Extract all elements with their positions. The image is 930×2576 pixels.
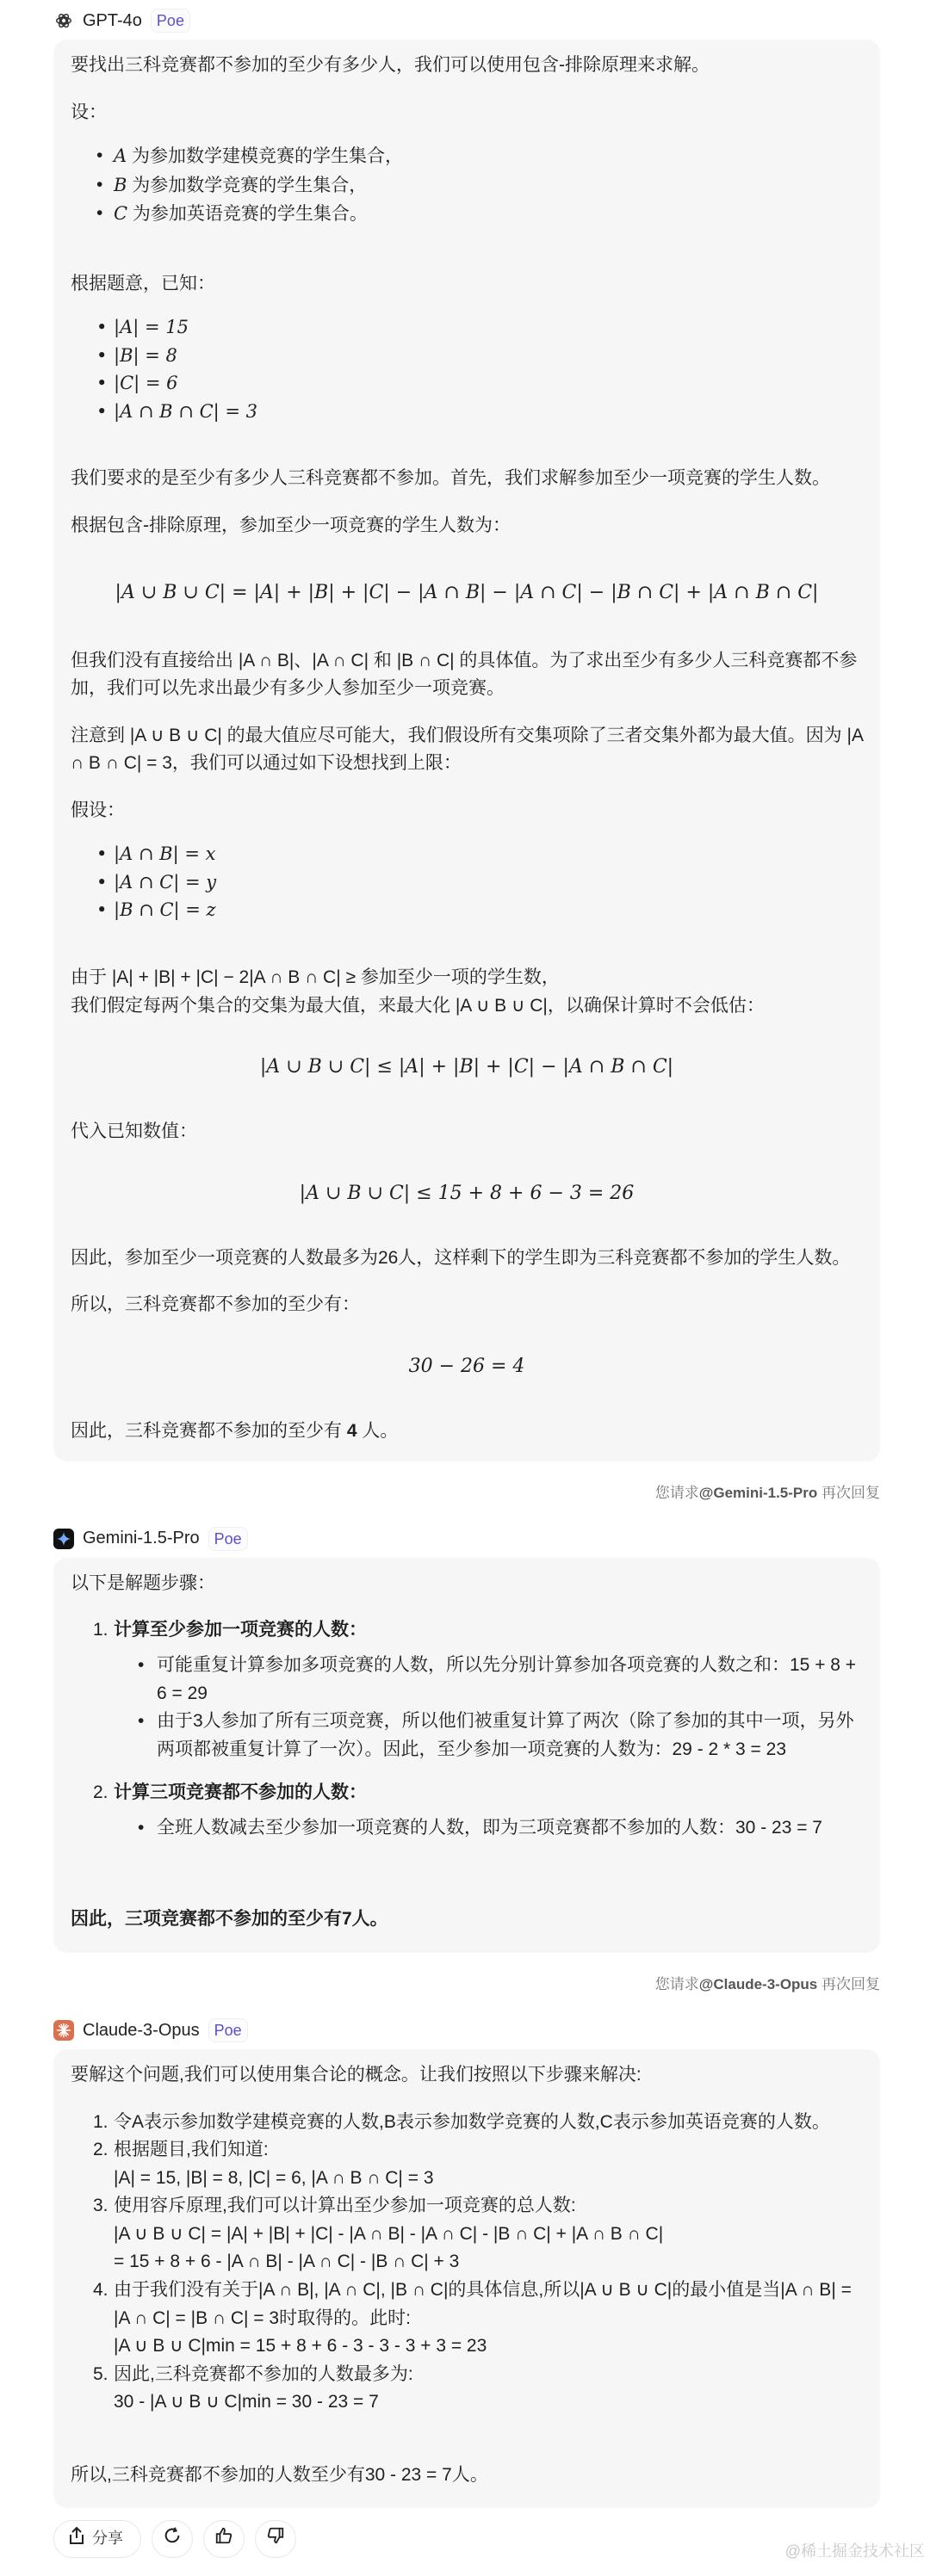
steps-list [71, 1616, 863, 1842]
step-title: 计算至少参加一项竞赛的人数： [114, 1620, 367, 1640]
bot-name[interactable]: Claude-3-Opus [83, 2020, 200, 2040]
formula-upper-bound: |A ∪ B ∪ C| ≤ |A| + |B| + |C| − |A ∩ B ∩ C| [259, 1056, 674, 1078]
list-item: • C 为参加英语竞赛的学生集合。 [71, 200, 863, 229]
conclusion: 因此，三项竞赛都不参加的至少有7人。 [71, 1909, 388, 1930]
list-item: • |B ∩ C| = z [71, 896, 863, 924]
formula-result: 30 − 26 = 4 [408, 1355, 525, 1377]
watermark: @稀土掘金技术社区 [784, 2542, 925, 2561]
answer-number: 4 [346, 1421, 357, 1442]
step-item: 1. 令A表示参加数学建模竞赛的人数,B表示参加数学竞赛的人数,C表示参加英语竞赛的人数。 [93, 2111, 830, 2132]
goal-text: 我们要求的是至少有多少人三科竞赛都不参加。首先，我们求解参加至少一项竞赛的学生人数。 [71, 468, 830, 489]
bot-name[interactable]: GPT-4o [83, 10, 142, 30]
final-answer: 因此，三科竞赛都不参加的至少有 4 人。 [71, 1421, 399, 1442]
chat-thread [0, 2, 930, 2558]
retry-note-gemini: 您请求@Gemini-1.5-Pro 再次回复 [654, 1484, 880, 1501]
step-item: 2. 根据题目,我们知道: |A| = 15, |B| = 8, |C| = 6, |A ∩ B ∩ C| = 3 [93, 2140, 434, 2188]
bot-header-gpt4o [53, 2, 880, 40]
poe-badge: Poe [151, 9, 190, 33]
claude-sunburst-icon [53, 2020, 74, 2041]
message-actions [53, 2520, 880, 2558]
list-item: • |A| = 15 [71, 313, 863, 342]
assume-label: 假设： [71, 800, 125, 820]
intro-text: 要找出三科竞赛都不参加的至少有多少人，我们可以使用包含-排除原理来求解。 [71, 55, 710, 75]
intro-text: 以下是解题步骤： [71, 1572, 215, 1593]
bot-name[interactable]: Gemini-1.5-Pro [83, 1529, 200, 1548]
share-button[interactable] [53, 2520, 141, 2558]
list-item: • |B| = 8 [71, 342, 863, 370]
openai-logo-icon [53, 10, 74, 31]
missing-values-text: 但我们没有直接给出 |A ∩ B|、|A ∩ C| 和 |B ∩ C| 的具体值。为了求出至少有多少人三科竞赛都不参加，我们可以先求出最少有多少人参加至少一项竞赛。 [71, 650, 858, 699]
list-item: • |A ∩ C| = y [71, 868, 863, 897]
message-bubble-claude [53, 2049, 880, 2508]
step-title: 计算三项竞赛都不参加的人数： [114, 1782, 367, 1803]
so-label: 所以，三科竞赛都不参加的至少有： [71, 1294, 360, 1315]
share-icon [68, 2526, 85, 2553]
step-item: 1. 计算至少参加一项竞赛的人数： • 可能重复计算参加多项竞赛的人数，所以先分别计算参加各项竞赛的人数之和：15 + 8 + 6 = 29 • 由于3人参加了所有三项竞赛，所以他们被重复计算了两次（除了参加的其中一项，另外两项都被重复计算了一次）。因此，至少参加一项竞赛的人数为：29 - 2 * 3 = 23 [71, 1616, 863, 1764]
formula-substituted: |A ∪ B ∪ C| ≤ 15 + 8 + 6 − 3 = 26 [299, 1182, 635, 1204]
since-text: 由于 |A| + |B| + |C| − 2|A ∩ B ∩ C| ≥ 参加至少一项的学生数， 我们假定每两个集合的交集为最大值，来最大化 |A ∪ B ∪ C|，以确保计算时不会低估： [71, 967, 765, 1016]
formula-inclusion-exclusion: |A ∪ B ∪ C| = |A| + |B| + |C| − |A ∩ B| − |A ∩ C| − |B ∩ C| + |A ∩ B ∩ C| [115, 581, 819, 603]
thumbs-up-icon [214, 2526, 233, 2553]
regenerate-button[interactable] [152, 2520, 193, 2558]
step-item: 4. 由于我们没有关于|A ∩ B|, |A ∩ C|, |B ∩ C|的具体信息,所以|A ∪ B ∪ C|的最小值是当|A ∩ B| = |A ∩ C| = |B ∩ C| = 3时取得的。此时: |A ∪ B ∪ C|min = 15 + 8 + 6 - 3 - 3 - 3 + 3 = 23 [93, 2280, 852, 2357]
list-item: • |A ∩ B ∩ C| = 3 [71, 398, 863, 426]
message-bubble-gemini [53, 1558, 880, 1953]
step-item: 5. 因此,三科竞赛都不参加的人数最多为: 30 - |A ∪ B ∪ C|min = 30 - 23 = 7 [93, 2363, 413, 2412]
poe-badge: Poe [208, 2018, 248, 2042]
assume-list [71, 840, 863, 924]
conclusion: 所以,三科竞赛都不参加的人数至少有30 - 23 = 7人。 [71, 2464, 488, 2485]
step-item: 2. 计算三项竞赛都不参加的人数： • 全班人数减去至少参加一项竞赛的人数，即为三项竞赛都不参加的人数：30 - 23 = 7 [71, 1779, 863, 1842]
bot-header-gemini [53, 1520, 880, 1558]
retry-note-claude: 您请求@Claude-3-Opus 再次回复 [654, 1975, 880, 1992]
list-item: • A 为参加数学建模竞赛的学生集合， [71, 142, 863, 171]
set-label: 设： [71, 102, 107, 122]
list-item: • 全班人数减去至少参加一项竞赛的人数，即为三项竞赛都不参加的人数：30 - 23 = 7 [114, 1814, 863, 1843]
steps-list [71, 2109, 863, 2417]
poe-badge: Poe [208, 1527, 248, 1551]
list-item: • B 为参加数学竞赛的学生集合， [71, 171, 863, 201]
list-item: • 由于3人参加了所有三项竞赛，所以他们被重复计算了两次（除了参加的其中一项，另外两项都被重复计算了一次）。因此，至少参加一项竞赛的人数为：29 - 2 * 3 = 23 [114, 1708, 863, 1764]
share-label: 分享 [92, 2530, 123, 2548]
gemini-star-icon [53, 1529, 74, 1549]
dislike-button[interactable] [255, 2520, 296, 2558]
set-definition-list [71, 142, 863, 229]
list-item: • |C| = 6 [71, 369, 863, 398]
therefore-text: 因此，参加至少一项竞赛的人数最多为26人，这样剩下的学生即为三科竞赛都不参加的学生人数。 [71, 1247, 851, 1268]
intro-text: 要解这个问题,我们可以使用集合论的概念。让我们按照以下步骤来解决: [71, 2065, 642, 2085]
principle-intro: 根据包含-排除原理，参加至少一项竞赛的学生人数为： [71, 516, 511, 536]
known-label: 根据题意，已知： [71, 273, 215, 293]
refresh-icon [163, 2526, 182, 2553]
list-item: • 可能重复计算参加多项竞赛的人数，所以先分别计算参加各项竞赛的人数之和：15 + 8 + 6 = 29 [114, 1652, 863, 1708]
note-max-text: 注意到 |A ∪ B ∪ C| 的最大值应尽可能大，我们假设所有交集项除了三者交集外都为最大值。因为 |A ∩ B ∩ C| = 3，我们可以通过如下设想找到上限： [71, 725, 863, 774]
substitute-label: 代入已知数值： [71, 1121, 197, 1142]
list-item: • |A ∩ B| = x [71, 840, 863, 868]
message-bubble-gpt4o [53, 40, 880, 1461]
like-button[interactable] [203, 2520, 245, 2558]
step-item: 3. 使用容斥原理,我们可以计算出至少参加一项竞赛的总人数: |A ∪ B ∪ C| = |A| + |B| + |C| - |A ∩ B| - |A ∩ C| - |B ∩ C| + |A ∩ B ∩ C| = 15 + 8 + 6 - |A ∩ B| - |A ∩ C| - |B ∩ C| + 3 [93, 2196, 664, 2272]
bot-header-claude [53, 2011, 880, 2049]
thumbs-down-icon [266, 2526, 285, 2553]
known-values-list [71, 313, 863, 425]
